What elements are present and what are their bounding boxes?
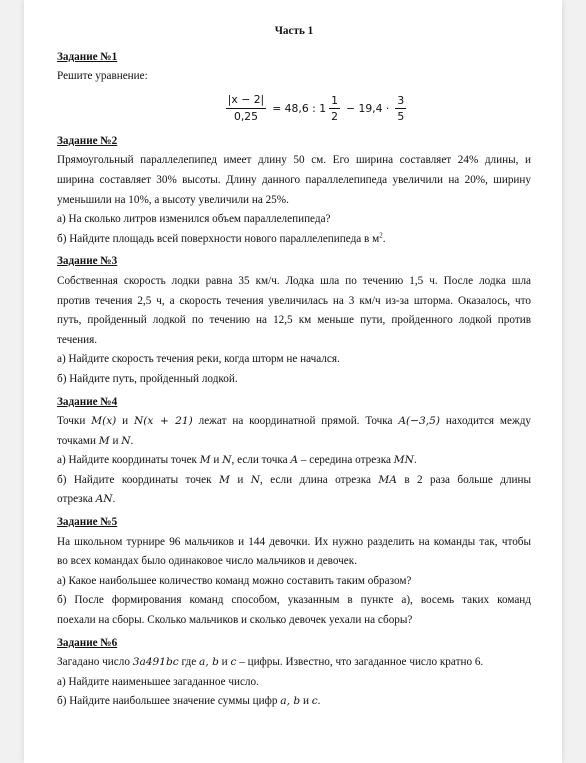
text: и — [221, 656, 228, 669]
text: отрезка — [57, 493, 93, 506]
period: . — [130, 434, 134, 447]
math-var: A — [290, 454, 299, 467]
document-content — [57, 22, 531, 712]
lhs-numerator: |x − 2| — [226, 93, 266, 109]
text: находится между — [445, 415, 531, 428]
task-1-instruction: Решите уравнение: — [57, 70, 148, 83]
task-4-question-b — [57, 471, 531, 491]
text: б) Найдите наибольшее значение суммы цифр — [57, 695, 278, 708]
period: . — [413, 454, 417, 467]
math-var: c — [230, 656, 237, 669]
task-4-line-1 — [57, 412, 531, 432]
period: . — [382, 232, 386, 245]
square-superscript: 2 — [379, 231, 383, 240]
math-segment: MN — [393, 454, 414, 467]
mixed-fraction — [329, 94, 340, 123]
text: – цифры. Известно, что загаданное число кратно 6. — [239, 656, 484, 669]
text: б) Найдите координаты точек — [57, 473, 212, 486]
math-var: M — [98, 434, 110, 447]
task-2-heading: Задание №2 — [57, 134, 118, 147]
equation-rhs-part1: = 48,6 : 1 — [272, 101, 327, 115]
task-1-heading: Задание №1 — [57, 50, 118, 63]
math-segment: MA — [378, 473, 397, 486]
math-var: N — [250, 473, 261, 486]
task-4-question-a — [57, 451, 531, 471]
mixed-denominator: 2 — [331, 110, 338, 124]
math-point-m: M(x) — [91, 415, 117, 428]
task-3-line: течения. — [57, 333, 98, 346]
text: и — [112, 434, 119, 447]
text: , если точка — [231, 454, 288, 467]
math-vars: a, b — [280, 695, 301, 708]
task-6-heading: Задание №6 — [57, 636, 118, 649]
text: и — [302, 695, 309, 708]
math-var: N — [222, 454, 232, 467]
math-vars: a, b — [199, 656, 219, 669]
mixed-numerator: 1 — [331, 94, 338, 108]
rhs-denominator: 5 — [397, 110, 405, 124]
task-4-line-2 — [57, 432, 531, 452]
text: точками — [57, 434, 96, 447]
text: и — [122, 415, 129, 428]
text: Точки — [57, 415, 86, 428]
text: в 2 раза больше длины — [404, 473, 532, 486]
task-2-question-b-text: б) Найдите площадь всей поверхности нового параллелепипеда в м — [57, 232, 380, 245]
text: а) Найдите координаты точек — [57, 454, 197, 467]
math-var: c — [311, 695, 318, 708]
task-6-line-1 — [57, 653, 531, 673]
task-5-question-b: б) После формирования команд способом, указанным в пункте а), восемь таких команд — [57, 594, 531, 607]
task-2-line: уменьшили на 10%, а высоту увеличили на 25%. — [57, 193, 289, 206]
task-4-heading: Задание №4 — [57, 395, 118, 408]
equation — [101, 89, 531, 129]
task-3-question-b: б) Найдите путь, пройденный лодкой. — [57, 372, 238, 385]
lhs-denominator: 0,25 — [233, 110, 258, 124]
task-5-question-a: а) Какое наибольшее количество команд можно составить таким образом? — [57, 574, 412, 587]
math-var: M — [199, 454, 211, 467]
task-4-question-b-cont — [57, 490, 531, 510]
math-point-n: N(x + 21) — [134, 415, 193, 428]
task-3-heading: Задание №3 — [57, 255, 118, 268]
document-page — [24, 0, 562, 763]
rhs-fraction — [395, 94, 406, 123]
task-5-line: во всех командах было одинаковое число мальчиков и девочек. — [57, 555, 357, 568]
text: и — [213, 454, 220, 467]
text: , если длина отрезка — [260, 473, 371, 486]
task-3-line: Собственная скорость лодки равна 35 км/ч. Лодка шла по течению 1,5 ч. После лодка шла — [57, 274, 531, 287]
task-2-line: Прямоугольный параллелепипед имеет длину 50 см. Его ширина составляет 24% длины, и — [57, 154, 531, 167]
task-3-question-a: а) Найдите скорость течения реки, когда шторм не начался. — [57, 353, 340, 366]
rhs-numerator: 3 — [397, 94, 405, 108]
task-5-line: На школьном турнире 96 мальчиков и 144 девочки. Их нужно разделить на команды так, чтобы — [57, 535, 531, 548]
task-3-line: против течения 2,5 ч, а скорость течения увеличилась на 3 км/ч из-за шторма. Оказалось, что — [57, 294, 531, 307]
task-2-question-b — [57, 230, 531, 250]
task-6-question-a: а) Найдите наименьшее загаданное число. — [57, 675, 259, 688]
task-6-question-b — [57, 692, 531, 712]
task-5-question-b-cont: поехали на сборы. Сколько мальчиков и сколько девочек уехали на сборы? — [57, 614, 413, 627]
text: Загадано число — [57, 656, 130, 669]
lhs-fraction — [226, 93, 266, 124]
text: где — [181, 656, 197, 669]
task-3-line: путь, пройденный лодкой по течению на 12,5 км меньше пути, пройденного лодкой против — [57, 314, 531, 327]
math-var: M — [219, 473, 230, 486]
task-2-question-a: а) На сколько литров изменился объем параллелепипеда? — [57, 213, 331, 226]
task-5-heading: Задание №5 — [57, 516, 118, 529]
period: . — [112, 493, 116, 506]
math-point-a: A(−3,5) — [398, 415, 440, 428]
task-2-line: ширина составляет 30% высоты. Длину данного параллелепипеда увеличили на 20%, ширину — [57, 173, 531, 186]
math-number: 3a491bc — [132, 656, 179, 669]
equation-rhs-part2: − 19,4 · — [345, 101, 390, 115]
page-title: Часть 1 — [274, 25, 314, 37]
text: и — [237, 473, 244, 486]
period: . — [317, 695, 321, 708]
math-var: N — [121, 434, 131, 447]
math-segment: AN — [95, 493, 113, 506]
text: – середина отрезка — [300, 454, 391, 467]
text: лежат на координатной прямой. Точка — [198, 415, 393, 428]
